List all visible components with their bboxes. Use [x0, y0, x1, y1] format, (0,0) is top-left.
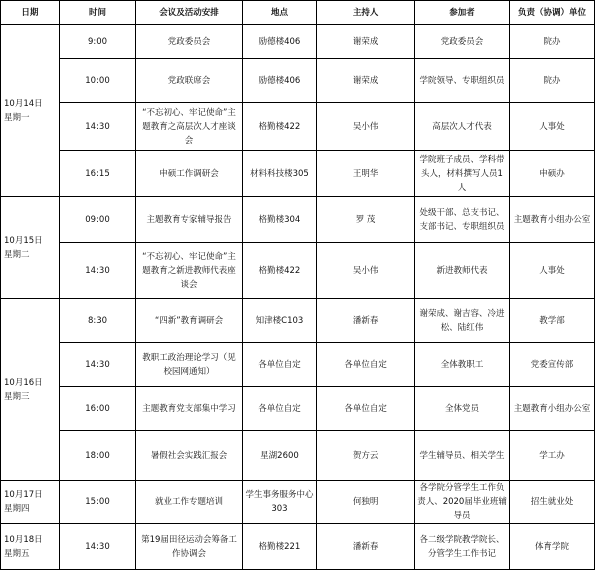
host-cell: 各单位自定: [317, 343, 415, 387]
attendees-cell: 全体党员: [415, 387, 510, 431]
host-cell: 谢荣成: [317, 25, 415, 59]
table-row: [1, 524, 595, 570]
host-cell: 潘新春: [317, 299, 415, 343]
place-cell: 格勤楼221: [242, 524, 316, 570]
place-cell: 励德楼406: [242, 59, 316, 103]
host-cell: 吴小伟: [317, 243, 415, 299]
table-row: [1, 197, 595, 243]
event-cell: 党政委员会: [136, 25, 243, 59]
time-cell: 14:30: [59, 524, 135, 570]
date-cell: [1, 197, 60, 299]
weekday-text: 星期一: [4, 112, 30, 123]
date-text: 10月15日: [4, 235, 43, 246]
date-text: 10月14日: [4, 98, 43, 109]
time-cell: 9:00: [59, 25, 135, 59]
event-cell: 主题教育专家辅导报告: [136, 197, 243, 243]
attendees-cell: 学生辅导员、相关学生: [415, 431, 510, 481]
attendees-cell: 学院班子成员、学科带头人，材料撰写人员1人: [415, 151, 510, 197]
unit-cell: 主题教育小组办公室: [509, 387, 594, 431]
time-cell: 10:00: [59, 59, 135, 103]
host-cell: 谢荣成: [317, 59, 415, 103]
header-place: 地点: [242, 1, 316, 25]
date-cell: [1, 481, 60, 524]
table-row: [1, 481, 595, 524]
place-cell: 各单位自定: [242, 343, 316, 387]
event-cell: “不忘初心、牢记使命”主题教育之高层次人才座谈会: [136, 103, 243, 151]
unit-cell: 申硕办: [509, 151, 594, 197]
date-text: 10月16日: [4, 377, 43, 388]
unit-cell: 人事处: [509, 243, 594, 299]
time-cell: 14:30: [59, 103, 135, 151]
attendees-cell: 新进教师代表: [415, 243, 510, 299]
unit-cell: 党委宣传部: [509, 343, 594, 387]
attendees-cell: 各二级学院教学院长、分管学生工作书记: [415, 524, 510, 570]
place-cell: 格勤楼422: [242, 243, 316, 299]
attendees-cell: 高层次人才代表: [415, 103, 510, 151]
time-cell: 15:00: [59, 481, 135, 524]
host-cell: 王明华: [317, 151, 415, 197]
table-row: [1, 431, 595, 481]
event-cell: 申硕工作调研会: [136, 151, 243, 197]
place-cell: 格勤楼422: [242, 103, 316, 151]
host-cell: 各单位自定: [317, 387, 415, 431]
event-cell: “不忘初心、牢记使命”主题教育之新进教师代表座谈会: [136, 243, 243, 299]
date-text: 10月18日: [4, 534, 43, 545]
unit-cell: 院办: [509, 59, 594, 103]
place-cell: 星湖2600: [242, 431, 316, 481]
time-cell: 09:00: [59, 197, 135, 243]
unit-cell: 体育学院: [509, 524, 594, 570]
date-text: 10月17日: [4, 490, 43, 500]
place-cell: 各单位自定: [242, 387, 316, 431]
header-unit: 负责（协调）单位: [509, 1, 594, 25]
unit-cell: 主题教育小组办公室: [509, 197, 594, 243]
time-cell: 18:00: [59, 431, 135, 481]
table-row: [1, 151, 595, 197]
place-cell: 学生事务服务中心303: [242, 481, 316, 524]
table-row: [1, 243, 595, 299]
time-cell: 14:30: [59, 243, 135, 299]
event-cell: 主题教育党支部集中学习: [136, 387, 243, 431]
unit-cell: 人事处: [509, 103, 594, 151]
table-row: [1, 59, 595, 103]
weekday-text: 星期五: [4, 548, 30, 559]
time-cell: 16:00: [59, 387, 135, 431]
date-cell: [1, 524, 60, 570]
unit-cell: 招生就业处: [509, 481, 594, 524]
attendees-cell: 全体教职工: [415, 343, 510, 387]
table-row: [1, 387, 595, 431]
host-cell: 何独明: [317, 481, 415, 524]
time-cell: 8:30: [59, 299, 135, 343]
time-cell: 16:15: [59, 151, 135, 197]
event-cell: “四新”教育调研会: [136, 299, 243, 343]
weekday-text: 星期三: [4, 391, 30, 402]
table-row: [1, 25, 595, 59]
date-cell: [1, 299, 60, 481]
host-cell: 潘新春: [317, 524, 415, 570]
unit-cell: 学工办: [509, 431, 594, 481]
date-cell: [1, 25, 60, 197]
table-row: [1, 299, 595, 343]
unit-cell: 教学部: [509, 299, 594, 343]
place-cell: 励德楼406: [242, 25, 316, 59]
place-cell: 知津楼C103: [242, 299, 316, 343]
event-cell: 教职工政治理论学习（见校园网通知）: [136, 343, 243, 387]
header-date: 日期: [1, 1, 60, 25]
header-time: 时间: [59, 1, 135, 25]
header-row: [1, 1, 595, 25]
event-cell: 第19届田径运动会筹备工作协调会: [136, 524, 243, 570]
header-event: 会议及活动安排: [136, 1, 243, 25]
table-row: [1, 343, 595, 387]
event-cell: 暑假社会实践汇报会: [136, 431, 243, 481]
table-row: [1, 103, 595, 151]
attendees-cell: 党政委员会: [415, 25, 510, 59]
attendees-cell: 谢荣成、谢吉容、冷进松、陆红伟: [415, 299, 510, 343]
host-cell: 罗 茂: [317, 197, 415, 243]
attendees-cell: 学院领导、专职组织员: [415, 59, 510, 103]
place-cell: 材料科技楼305: [242, 151, 316, 197]
event-cell: 就业工作专题培训: [136, 481, 243, 524]
time-cell: 14:30: [59, 343, 135, 387]
header-host: 主持人: [317, 1, 415, 25]
header-attendees: 参加者: [415, 1, 510, 25]
weekday-text: 星期二: [4, 249, 30, 260]
attendees-cell: 各学院分管学生工作负责人、2020届毕业班辅导员: [415, 481, 510, 524]
host-cell: 贺方云: [317, 431, 415, 481]
event-cell: 党政联席会: [136, 59, 243, 103]
unit-cell: 院办: [509, 25, 594, 59]
place-cell: 格勤楼304: [242, 197, 316, 243]
weekday-text: 星期四: [4, 504, 30, 514]
attendees-cell: 处级干部、总支书记、支部书记、专职组织员: [415, 197, 510, 243]
host-cell: 吴小伟: [317, 103, 415, 151]
